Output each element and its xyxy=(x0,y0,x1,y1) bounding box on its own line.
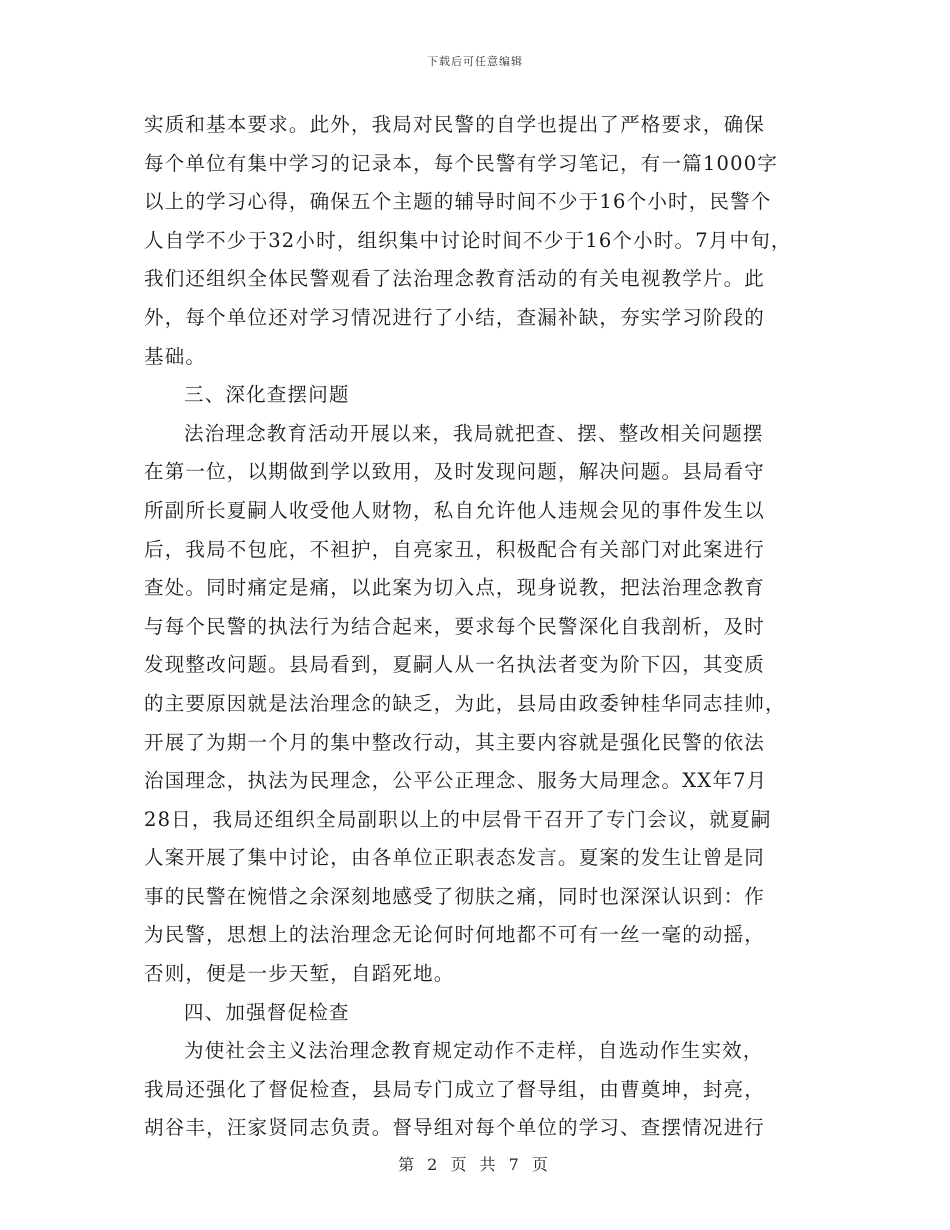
text-line: 与每个民警的执法行为结合起来，要求每个民警深化自我剖析，及时 xyxy=(144,614,766,638)
text-line: 查处。同时痛定是痛，以此案为切入点，现身说教，把法治理念教育 xyxy=(144,576,766,600)
text-line: 人案开展了集中讨论，由各单位正职表态发言。夏案的发生让曾是同 xyxy=(144,846,766,870)
text-line: 人自学不少于32小时，组织集中讨论时间不少于16个小时。7月中旬， xyxy=(144,228,792,252)
text-line: 我们还组织全体民警观看了法治理念教育活动的有关电视教学片。此 xyxy=(144,267,766,291)
text-line: 后，我局不包庇，不袒护，自亮家丑，积极配合有关部门对此案进行 xyxy=(144,537,766,561)
text-line: 发现整改问题。县局看到，夏嗣人从一名执法者变为阶下囚，其变质 xyxy=(144,653,766,677)
text-line: 基础。 xyxy=(144,344,207,368)
page-header: 下载后可任意编辑 xyxy=(427,55,523,68)
document-body xyxy=(144,106,814,1148)
text-line: 事的民警在惋惜之余深刻地感受了彻肤之痛，同时也深深认识到：作 xyxy=(144,884,766,908)
text-line: 三、深化查摆问题 xyxy=(184,383,350,407)
text-line: 为民警，思想上的法治理念无论何时何地都不可有一丝一毫的动摇， xyxy=(144,923,766,947)
text-line: 在第一位，以期做到学以致用，及时发现问题，解决问题。县局看守 xyxy=(144,460,766,484)
page-footer: 第 2 页 共 7 页 xyxy=(398,1155,552,1174)
text-line: 外，每个单位还对学习情况进行了小结，查漏补缺，夯实学习阶段的 xyxy=(144,305,766,329)
text-line: 胡谷丰，汪家贤同志负责。督导组对每个单位的学习、查摆情况进行 xyxy=(144,1116,766,1140)
text-line: 治国理念，执法为民理念，公平公正理念、服务大局理念。XX年7月 xyxy=(144,769,768,793)
text-line: 实质和基本要求。此外，我局对民警的自学也提出了严格要求，确保 xyxy=(144,113,766,136)
text-line: 法治理念教育活动开展以来，我局就把查、摆、整改相关问题摆 xyxy=(184,421,764,445)
text-line: 所副所长夏嗣人收受他人财物，私自允许他人违规会见的事件发生以 xyxy=(144,498,766,522)
text-line: 四、加强督促检查 xyxy=(184,1000,350,1024)
text-line: 28日，我局还组织全局副职以上的中层骨干召开了专门会议，就夏嗣 xyxy=(144,807,772,831)
text-line: 否则，便是一步天堑，自蹈死地。 xyxy=(144,962,455,986)
text-line: 的主要原因就是法治理念的缺乏，为此，县局由政委钟桂华同志挂帅， xyxy=(144,691,786,715)
text-line: 以上的学习心得，确保五个主题的辅导时间不少于16个小时，民警个 xyxy=(144,190,772,214)
text-line: 每个单位有集中学习的记录本，每个民警有学习笔记，有一篇1000字 xyxy=(144,151,779,175)
text-line: 为使社会主义法治理念教育规定动作不走样，自选动作生实效， xyxy=(184,1039,764,1063)
text-line: 开展了为期一个月的集中整改行动，其主要内容就是强化民警的依法 xyxy=(144,730,766,754)
text-line: 我局还强化了督促检查，县局专门成立了督导组，由曹奠坤，封亮， xyxy=(144,1077,766,1101)
